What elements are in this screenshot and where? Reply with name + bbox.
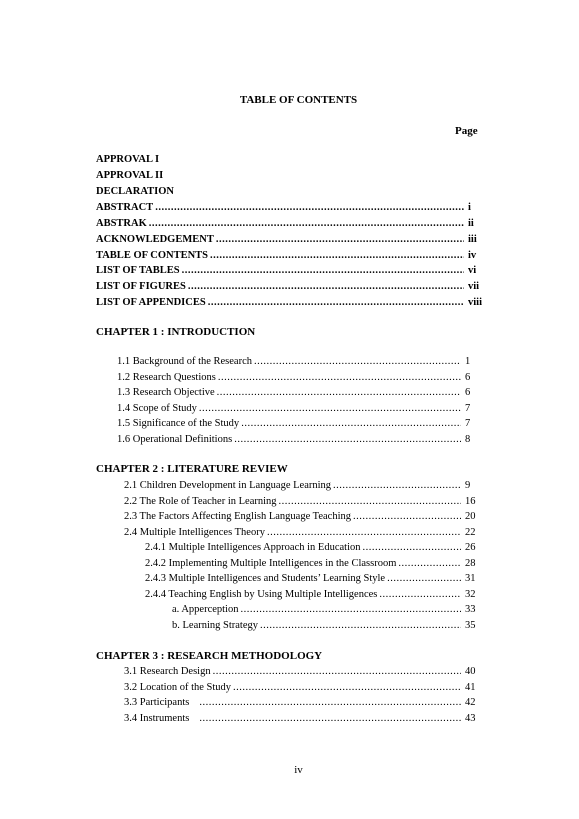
toc-entry <box>172 603 481 617</box>
toc-entry-label: 2.4.1 Multiple Intelligences Approach in Education <box>145 542 361 553</box>
leader-dots <box>216 233 464 247</box>
leader-dots <box>218 371 461 385</box>
leader-dots <box>353 510 461 524</box>
toc-entry-page: 42 <box>465 697 476 708</box>
toc-entry <box>124 479 481 493</box>
toc-entry-label: 2.2 The Role of Teacher in Learning <box>124 496 277 507</box>
chapter-3-heading: CHAPTER 3 : RESEARCH METHODOLOGY <box>96 650 323 662</box>
toc-entry-page: 35 <box>465 620 476 631</box>
toc-entry <box>96 201 486 215</box>
toc-entry-label: 1.3 Research Objective <box>117 387 215 398</box>
leader-dots <box>241 417 461 431</box>
toc-entry-label: 1.1 Background of the Research <box>117 356 252 367</box>
toc-entry <box>117 371 480 385</box>
toc-entry <box>124 696 481 710</box>
front-entry-approval-1: APPROVAL I <box>96 154 160 165</box>
toc-entry-label: ABSTRAK <box>96 218 147 229</box>
toc-entry-page: 6 <box>465 387 471 398</box>
toc-entry-label: 3.3 Participants <box>124 697 190 708</box>
leader-dots <box>233 681 461 695</box>
toc-entry <box>124 681 481 695</box>
toc-entry <box>124 665 481 679</box>
toc-entry-label: 3.4 Instruments <box>124 713 190 724</box>
toc-entry <box>117 402 480 416</box>
toc-entry-label: 1.4 Scope of Study <box>117 403 197 414</box>
toc-entry-label: a. Apperception <box>172 604 239 615</box>
leader-dots <box>387 572 461 586</box>
toc-entry-page: 40 <box>465 666 476 677</box>
toc-entry-label: 2.4.2 Implementing Multiple Intelligences in the Classroom <box>145 558 397 569</box>
toc-entry <box>117 417 480 431</box>
leader-dots <box>333 479 461 493</box>
toc-entry-label: 1.2 Research Questions <box>117 372 216 383</box>
leader-dots <box>234 433 461 447</box>
toc-entry <box>172 619 481 633</box>
leader-dots <box>208 296 464 310</box>
toc-entry-page: 9 <box>465 480 471 491</box>
toc-entry-label: 2.3 The Factors Affecting English Language Teaching <box>124 511 352 522</box>
toc-entry <box>96 296 486 310</box>
toc-entry-label: 2.4 Multiple Intelligences Theory <box>124 527 265 538</box>
toc-entry-page: 1 <box>465 356 471 367</box>
toc-entry-page: vii <box>468 281 480 292</box>
leader-dots <box>149 217 464 231</box>
leader-dots <box>398 557 461 571</box>
toc-entry-label: LIST OF TABLES <box>96 265 180 276</box>
toc-entry <box>96 264 486 278</box>
toc-entry-page: iii <box>468 234 477 245</box>
toc-entry-page: 43 <box>465 713 476 724</box>
toc-entry-page: 32 <box>465 589 476 600</box>
toc-entry-label: ACKNOWLEDGEMENT <box>96 234 214 245</box>
toc-entry-page: 8 <box>465 434 471 445</box>
toc-entry-label: LIST OF FIGURES <box>96 281 186 292</box>
toc-entry-page: ii <box>468 218 474 229</box>
toc-entry-page: 6 <box>465 372 471 383</box>
toc-entry-label: b. Learning Strategy <box>172 620 259 631</box>
page-number: iv <box>294 764 303 776</box>
toc-entry-label: TABLE OF CONTENTS <box>96 250 209 261</box>
toc-entry-page: viii <box>468 297 483 308</box>
toc-entry-label: 1.6 Operational Definitions <box>117 434 233 445</box>
toc-entry-page: 20 <box>465 511 476 522</box>
toc-entry-page: 26 <box>465 542 476 553</box>
toc-entry <box>145 557 481 571</box>
toc-entry-page: vi <box>468 265 477 276</box>
leader-dots <box>188 280 464 294</box>
toc-entry-label: 2.4.4 Teaching English by Using Multiple Intelligences <box>145 589 378 600</box>
toc-entry-page: 28 <box>465 558 476 569</box>
leader-dots <box>217 386 461 400</box>
toc-entry-label: 2.1 Children Development in Language Learning <box>124 480 332 491</box>
toc-entry <box>117 433 480 447</box>
toc-entry <box>117 386 480 400</box>
front-entry-approval-2: APPROVAL II <box>96 170 164 181</box>
toc-entry-label: 1.5 Significance of the Study <box>117 418 240 429</box>
leader-dots <box>210 249 464 263</box>
chapter-1-heading: CHAPTER 1 : INTRODUCTION <box>96 326 256 338</box>
leader-dots <box>155 201 464 215</box>
toc-entry-page: iv <box>468 250 477 261</box>
toc-entry-label: ABSTRACT <box>96 202 154 213</box>
leader-dots <box>379 588 461 602</box>
leader-dots <box>199 402 461 416</box>
toc-entry-label: 3.1 Research Design <box>124 666 211 677</box>
toc-entry-page: 7 <box>465 403 471 414</box>
toc-entry-page: 16 <box>465 496 476 507</box>
toc-entry-label: 2.4.3 Multiple Intelligences and Students’ Learning Style <box>145 573 386 584</box>
leader-dots <box>279 495 461 509</box>
toc-entry-page: i <box>468 202 471 213</box>
leader-dots <box>363 541 462 555</box>
toc-entry-page: 33 <box>465 604 476 615</box>
leader-dots <box>267 526 461 540</box>
toc-entry <box>145 541 481 555</box>
page-column-header: Page <box>455 125 478 137</box>
toc-entry-page: 7 <box>465 418 471 429</box>
toc-entry <box>145 588 481 602</box>
leader-dots <box>240 603 461 617</box>
leader-dots <box>254 355 461 369</box>
leader-dots <box>199 712 461 726</box>
toc-title: TABLE OF CONTENTS <box>239 94 358 106</box>
toc-entry-page: 22 <box>465 527 476 538</box>
chapter-2-heading: CHAPTER 2 : LITERATURE REVIEW <box>96 463 288 475</box>
toc-entry-page: 41 <box>465 682 476 693</box>
toc-entry <box>145 572 481 586</box>
toc-entry <box>124 712 481 726</box>
front-entry-declaration: DECLARATION <box>96 186 174 197</box>
toc-entry <box>124 495 481 509</box>
toc-entry <box>117 355 480 369</box>
toc-entry-label: 3.2 Location of the Study <box>124 682 232 693</box>
leader-dots <box>213 665 461 679</box>
toc-entry <box>124 526 481 540</box>
toc-entry-page: 31 <box>465 573 476 584</box>
toc-entry-label: LIST OF APPENDICES <box>96 297 206 308</box>
toc-entry <box>96 249 486 263</box>
leader-dots <box>199 696 461 710</box>
leader-dots <box>182 264 464 278</box>
leader-dots <box>260 619 461 633</box>
toc-entry <box>96 217 486 231</box>
toc-entry <box>96 280 486 294</box>
toc-entry <box>96 233 486 247</box>
toc-entry <box>124 510 481 524</box>
